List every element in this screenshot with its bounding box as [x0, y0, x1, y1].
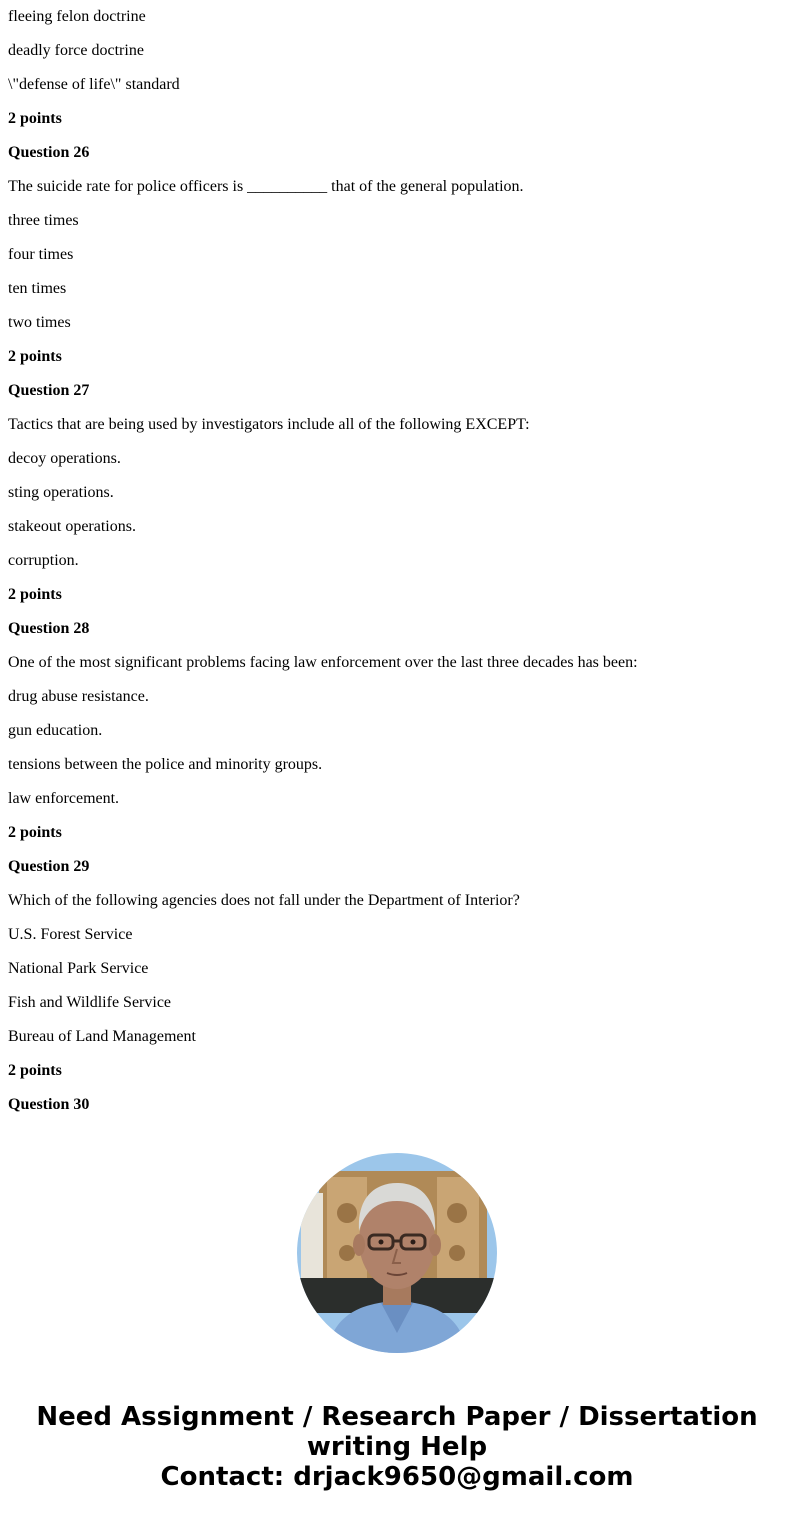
answer-option: decoy operations.	[8, 450, 121, 467]
question-heading: Question 29	[8, 858, 90, 875]
question-list	[8, 0, 786, 1130]
answer-option: corruption.	[8, 552, 79, 569]
answer-option: tensions between the police and minority groups.	[8, 756, 323, 773]
answer-option: ten times	[8, 280, 67, 297]
answer-option: gun education.	[8, 722, 103, 739]
banner-contact-email: Contact: drjack9650@gmail.com	[160, 1462, 634, 1492]
question-heading: Question 26	[8, 144, 90, 161]
answer-option: Fish and Wildlife Service	[8, 994, 172, 1011]
question-heading: Question 30	[8, 1096, 90, 1113]
profile-photo-avatar-icon	[297, 1153, 497, 1353]
question-text: One of the most significant problems facing law enforcement over the last three decades has been:	[8, 654, 638, 671]
avatar	[297, 1153, 497, 1353]
answer-option: Bureau of Land Management	[8, 1028, 196, 1045]
answer-option: sting operations.	[8, 484, 114, 501]
answer-option: law enforcement.	[8, 790, 120, 807]
points-label: 2 points	[8, 348, 62, 365]
points-label: 2 points	[8, 824, 62, 841]
answer-option: deadly force doctrine	[8, 42, 144, 59]
answer-option: U.S. Forest Service	[8, 926, 133, 943]
points-label: 2 points	[8, 1062, 62, 1079]
answer-option: fleeing felon doctrine	[8, 8, 146, 25]
points-label: 2 points	[8, 586, 62, 603]
answer-option: stakeout operations.	[8, 518, 136, 535]
answer-option: \"defense of life\" standard	[8, 76, 180, 93]
question-text: The suicide rate for police officers is __________ that of the general population.	[8, 178, 524, 195]
contact-banner	[0, 1402, 794, 1492]
answer-option: three times	[8, 212, 79, 229]
answer-option: drug abuse resistance.	[8, 688, 149, 705]
banner-line-1: Need Assignment / Research Paper / Dissertation	[36, 1402, 758, 1432]
question-text: Which of the following agencies does not fall under the Department of Interior?	[8, 892, 520, 909]
question-heading: Question 28	[8, 620, 90, 637]
answer-option: two times	[8, 314, 71, 331]
points-label: 2 points	[8, 110, 62, 127]
answer-option: National Park Service	[8, 960, 149, 977]
answer-option: four times	[8, 246, 74, 263]
banner-line-2: writing Help	[306, 1432, 488, 1462]
question-text: Tactics that are being used by investigators include all of the following EXCEPT:	[8, 416, 530, 433]
question-heading: Question 27	[8, 382, 90, 399]
